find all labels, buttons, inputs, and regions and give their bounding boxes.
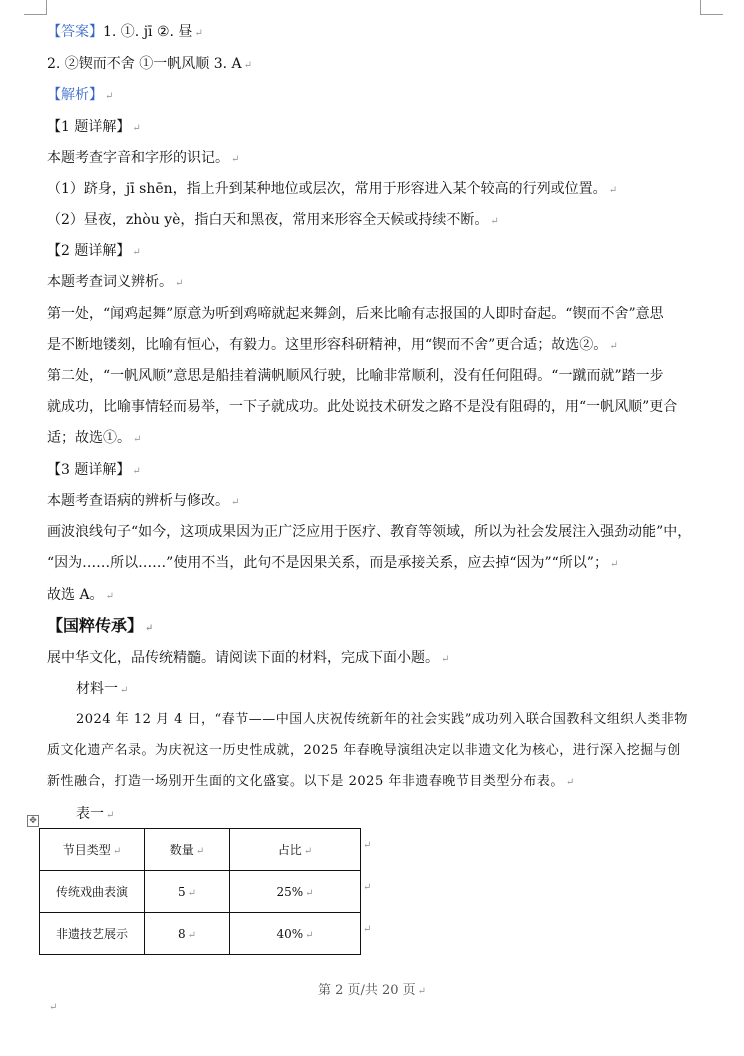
q3-p3-text: 故选 A。 — [47, 587, 104, 603]
page-corner-mark-left — [24, 0, 47, 15]
q3-p1-text: 本题考查语病的辨析与修改。 — [47, 493, 229, 509]
page-number-text: 第 2 页/共 20 页 — [317, 983, 416, 998]
q2-paragraph-3-line-c — [47, 428, 141, 450]
q2-paragraph-2-line-b — [47, 335, 618, 357]
paragraph-mark: ↵ — [132, 466, 141, 477]
table-cell-text: 40% — [276, 926, 304, 941]
q2-paragraph-3-line-b — [47, 397, 677, 417]
table-header-row — [40, 829, 361, 871]
paragraph-mark: ↵ — [49, 1002, 58, 1013]
row-end-mark: ↵ — [363, 882, 372, 893]
table-cell — [145, 913, 230, 955]
row-end-mark: ↵ — [363, 840, 372, 851]
answer-line-1 — [47, 22, 203, 44]
q2-p2a-text: 第一处，“闻鸡起舞”原意为听到鸡啼就起来舞剑，后来比喻有志报国的人即时奋起。“锲而不舍”意思 — [47, 306, 664, 322]
answer-line-2 — [47, 54, 252, 76]
table-cell-text: 5 — [177, 884, 186, 899]
table-header-cell — [145, 829, 230, 871]
table-label-text: 表一 — [76, 806, 104, 822]
paragraph-mark: ↵ — [565, 777, 575, 788]
q2-paragraph-2-line-a — [47, 304, 664, 324]
q2-p1-text: 本题考查词义辨析。 — [47, 274, 173, 290]
paragraph-mark: ↵ — [231, 497, 240, 508]
q3-paragraph-1 — [47, 491, 239, 513]
q3-paragraph-2-line-a — [47, 522, 691, 542]
paragraph-mark: ↵ — [608, 185, 618, 196]
page-footer — [0, 979, 744, 998]
analysis-label — [47, 85, 113, 107]
answer-line-1-text: 1. ①. jī ②. 昼 — [103, 24, 193, 40]
table-row — [40, 871, 361, 913]
q1-p2-text: （1）跻身，jī shēn，指上升到某种地位或层次，常用于形容进入某个较高的行列或位置。 — [47, 181, 607, 197]
material-line-1-text: 2024 年 12 月 4 日，“春节——中国人庆祝传统新年的社会实践”成功列入联合国教科文组织人类非物 — [76, 712, 688, 727]
cell-mark: ↵ — [303, 846, 313, 857]
paragraph-mark: ↵ — [133, 434, 142, 445]
table-cell-text: 传统戏曲表演 — [55, 885, 128, 899]
q1-paragraph-3 — [47, 210, 499, 232]
section-title-text: 【国粹传承】 — [47, 616, 144, 635]
paragraph-mark: ↵ — [609, 559, 619, 570]
cell-mark: ↵ — [305, 887, 314, 899]
paragraph-mark: ↵ — [105, 591, 114, 602]
paragraph-mark: ↵ — [441, 654, 450, 665]
paragraph-mark: ↵ — [132, 247, 141, 258]
table-cell-text: 非遗技艺展示 — [55, 927, 128, 941]
paragraph-mark: ↵ — [194, 28, 203, 39]
table-header-ratio: 占比 — [277, 843, 302, 857]
section-intro-text: 展中华文化，品传统精髓。请阅读下面的材料，完成下面小题。 — [47, 650, 439, 666]
paragraph-mark: ↵ — [145, 623, 154, 634]
table-cell — [230, 913, 361, 955]
paragraph-mark: ↵ — [243, 60, 253, 71]
paragraph-mark: ↵ — [231, 154, 240, 165]
q1-p3-text: （2）昼夜，zhòu yè，指白天和黑夜，常用来形容全天候或持续不断。 — [47, 212, 489, 228]
page-corner-mark-right — [700, 0, 723, 15]
table-label — [76, 804, 114, 826]
analysis-label-text: 【解析】 — [47, 87, 103, 103]
q2-paragraph-3-line-a — [47, 366, 664, 386]
paragraph-mark: ↵ — [175, 278, 184, 289]
table-header-type: 节目类型 — [62, 843, 111, 857]
cell-mark: ↵ — [187, 887, 197, 899]
table-cell-text: 8 — [177, 926, 186, 941]
table-header-cell — [40, 829, 145, 871]
table-move-handle-icon[interactable]: ✥ — [27, 815, 39, 827]
q1-heading-text: 【1 题详解】 — [47, 119, 131, 135]
table-cell — [40, 913, 145, 955]
q3-paragraph-2-line-b — [47, 553, 618, 575]
material-label-text: 材料一 — [76, 681, 118, 697]
table-cell-text: 25% — [276, 884, 304, 899]
trailing-paragraph-mark — [47, 996, 57, 1018]
material-line-3 — [47, 772, 575, 793]
table-header-cell — [230, 829, 361, 871]
q2-heading — [47, 241, 141, 263]
table-cell — [40, 871, 145, 913]
material-line-3-text: 新性融合，打造一场别开生面的文化盛宴。以下是 2025 年非遗春晚节目类型分布表。 — [47, 774, 564, 789]
material-line-2 — [47, 741, 681, 761]
program-type-table — [39, 828, 361, 955]
paragraph-mark: ↵ — [490, 216, 499, 227]
table-cell — [230, 871, 361, 913]
cell-mark: ↵ — [112, 846, 122, 857]
paragraph-mark: ↵ — [106, 810, 115, 821]
table-header-count: 数量 — [169, 843, 194, 857]
paragraph-mark: ↵ — [417, 986, 427, 997]
paragraph-mark: ↵ — [120, 685, 129, 696]
answer-label: 【答案】 — [47, 24, 103, 40]
paragraph-mark: ↵ — [105, 91, 114, 102]
cell-mark: ↵ — [187, 929, 197, 941]
table-cell — [145, 871, 230, 913]
cell-mark: ↵ — [195, 846, 205, 857]
material-line-2-text: 质文化遗产名录。为庆祝这一历史性成就，2025 年春晚导演组决定以非遗文化为核心，进行深入挖掘与创 — [47, 743, 681, 758]
q1-paragraph-1 — [47, 148, 239, 170]
q2-p3b-text: 就成功，比喻事情轻而易举，一下子就成功。此处说技术研发之路不是没有阻碍的，用“一帆风顺”更合 — [47, 399, 678, 415]
q1-heading — [47, 117, 141, 139]
q1-paragraph-2 — [47, 179, 617, 201]
section-intro — [47, 648, 449, 670]
table-row — [40, 913, 361, 955]
row-end-mark: ↵ — [363, 924, 372, 935]
q3-p2a-text: 画波浪线句子“如今，这项成果因为正广泛应用于医疗、教育等领域，所以为社会发展注入强劲动能”中， — [47, 524, 692, 540]
cell-mark: ↵ — [305, 929, 314, 941]
paragraph-mark: ↵ — [132, 123, 141, 134]
q2-p3c-text: 适；故选①。 — [47, 430, 131, 446]
q2-paragraph-1 — [47, 272, 183, 294]
q2-heading-text: 【2 题详解】 — [47, 243, 131, 259]
material-line-1 — [76, 710, 688, 730]
q2-p3a-text: 第二处，“一帆风顺”意思是船挂着满帆顺风行驶，比喻非常顺利，没有任何阻碍。“一蹴而就”踏一步 — [47, 368, 664, 384]
q1-p1-text: 本题考查字音和字形的识记。 — [47, 150, 229, 166]
q3-heading-text: 【3 题详解】 — [47, 462, 131, 478]
answer-line-2-text: 2. ②锲而不舍 ①一帆风顺 3. A — [47, 56, 242, 72]
q2-p2b-text: 是不断地镂刻，比喻有恒心，有毅力。这里形容科研精神，用“锲而不舍”更合适；故选②。 — [47, 337, 608, 353]
paragraph-mark: ↵ — [609, 341, 618, 352]
q3-p2b-text: “因为……所以……”使用不当，此句不是因果关系，而是承接关系，应去掉“因为”“所以”； — [47, 555, 608, 571]
q3-heading — [47, 460, 141, 482]
section-title — [47, 616, 153, 639]
q3-paragraph-3 — [47, 585, 114, 607]
material-label — [76, 679, 128, 701]
